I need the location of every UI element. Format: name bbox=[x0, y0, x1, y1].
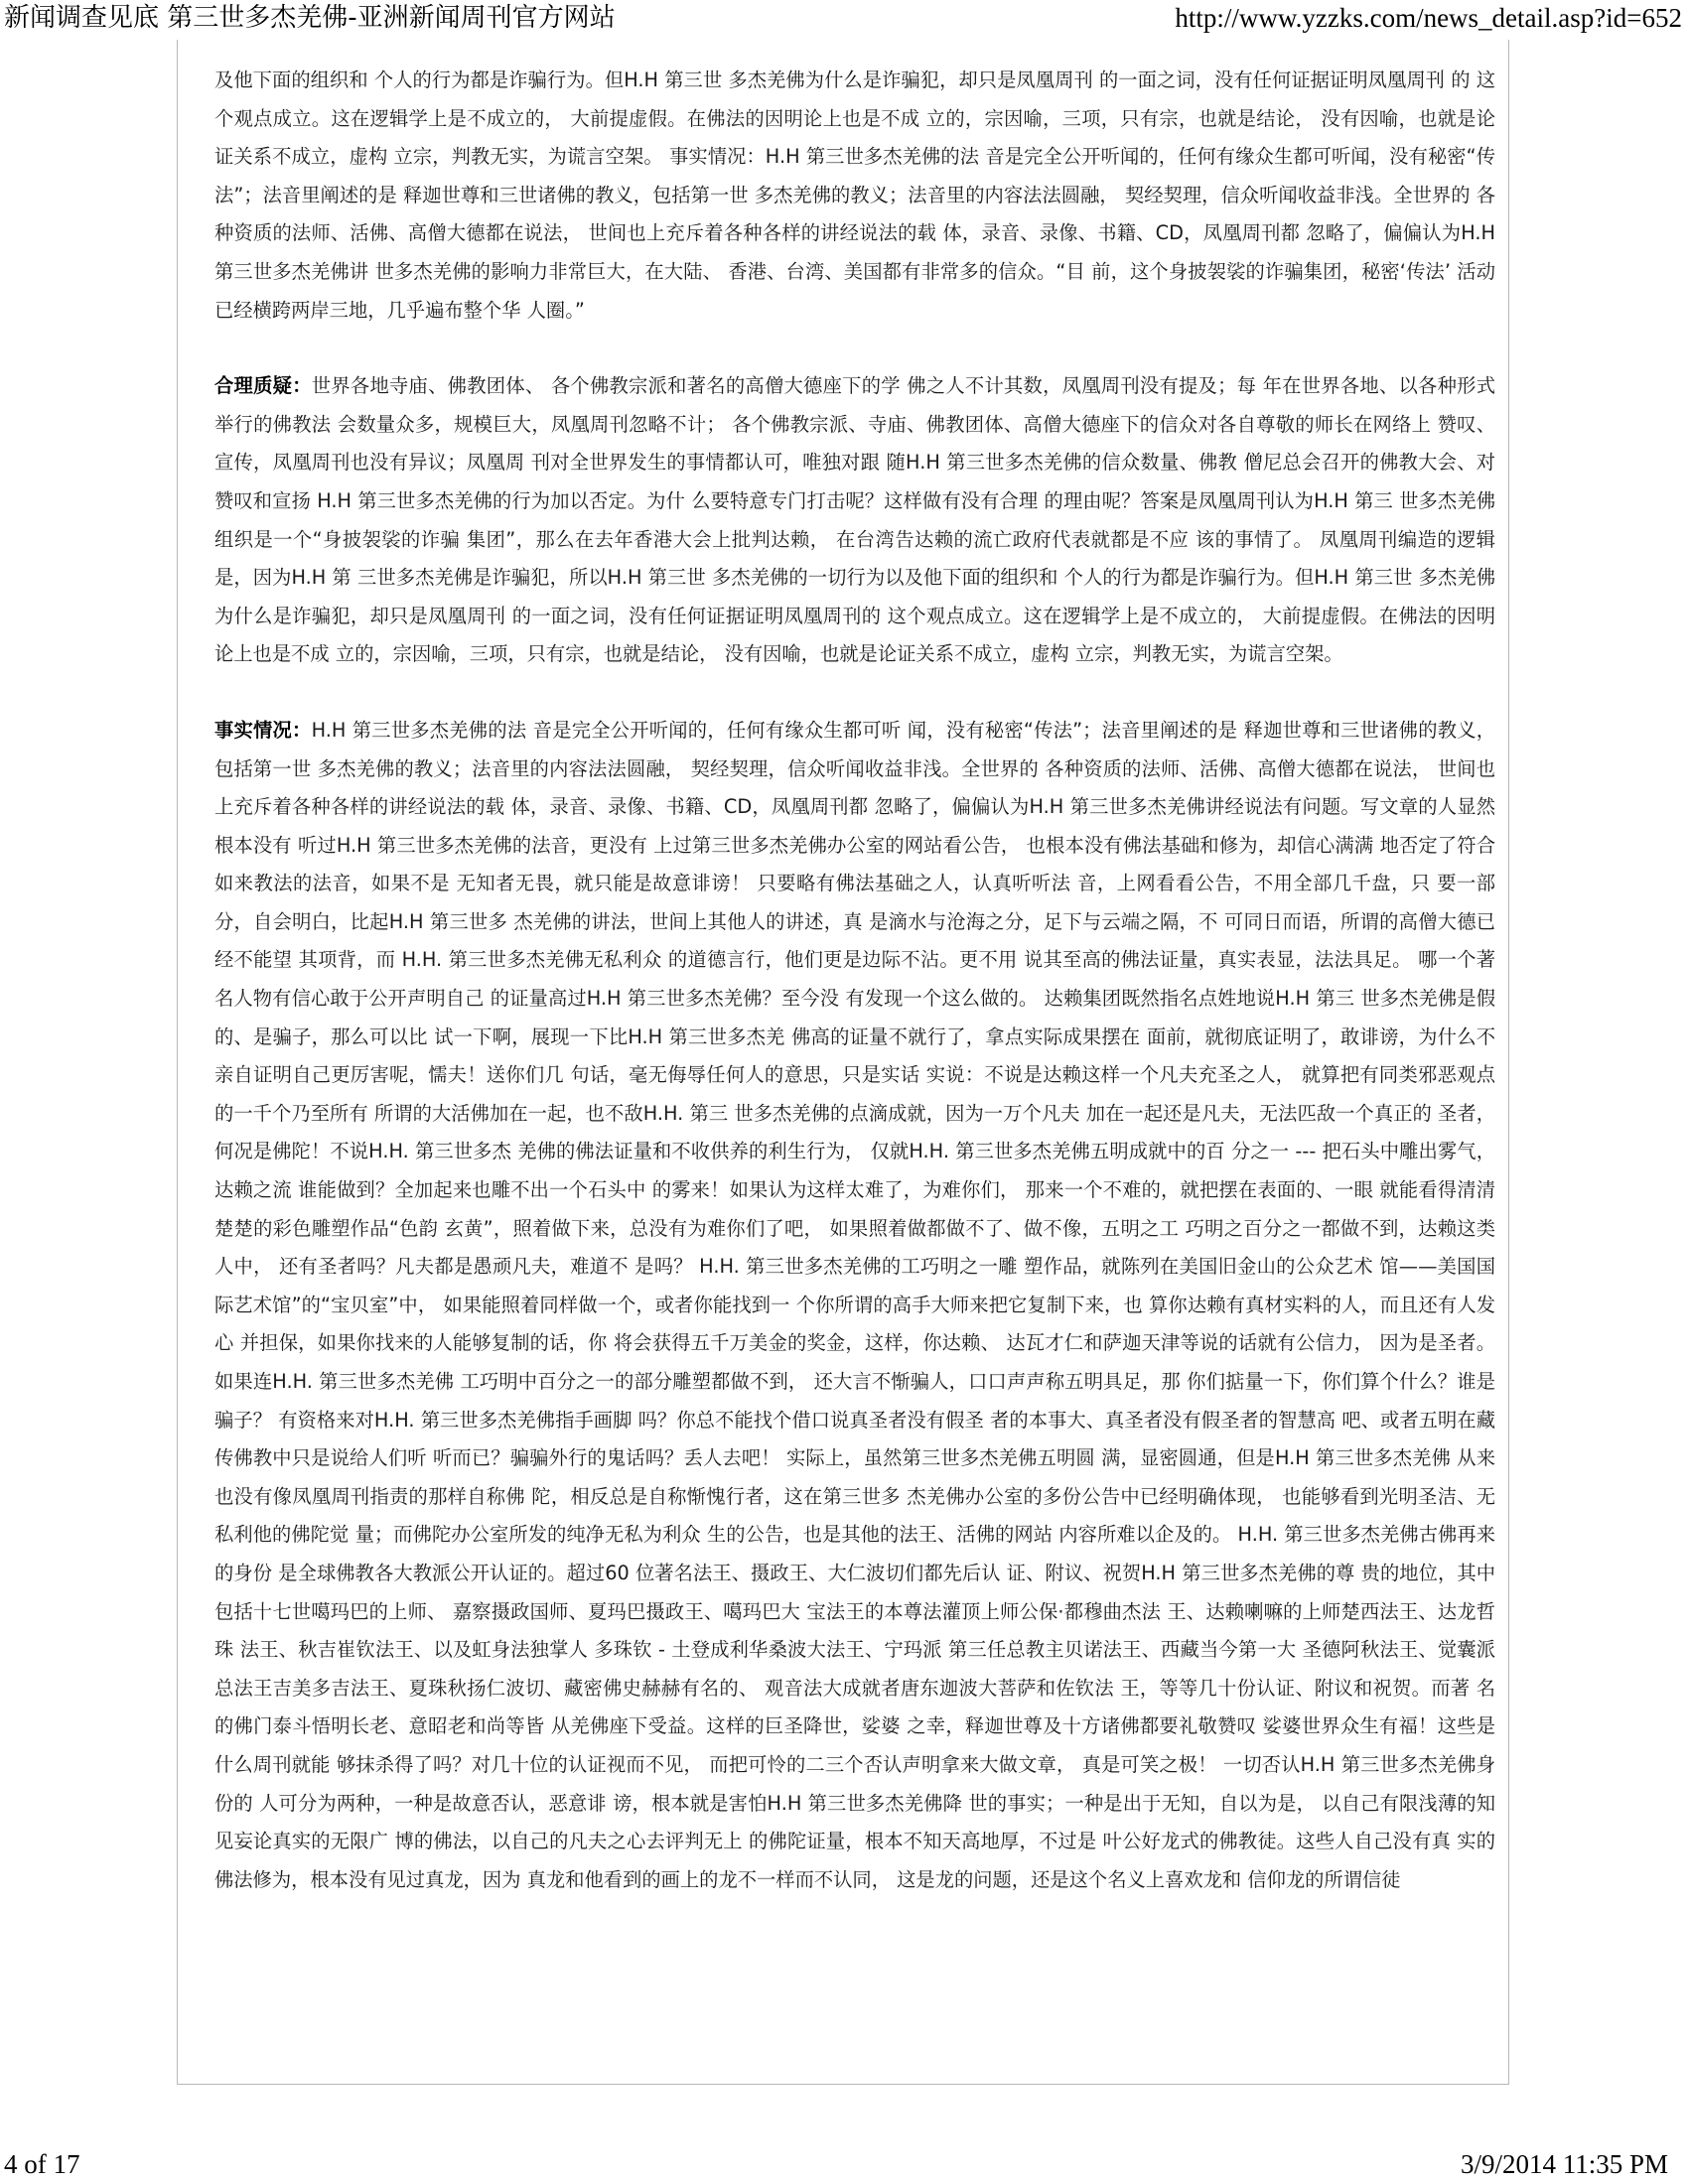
article-body bbox=[214, 62, 1495, 1937]
page-url: http://www.yzzks.com/news_detail.asp?id=652 bbox=[1175, 3, 1682, 33]
paragraph-text: 及他下面的组织和 个人的行为都是诈骗行为。但H.H 第三世 多杰羌佛为什么是诈骗犯，却只是凤凰周刊 的一面之词，没有任何证据证明凤凰周刊 的 这个观点成立。这在逻辑学上是不成立的， 大前提虚假。在佛法的因明论上也是不成 立的，宗因喻，三项，只有宗，也就是结论， 没有因喻，也就是论证关系不成立，虚构 立宗，判教无实，为谎言空架。 事实情况：H.H 第三世多杰羌佛的法 音是完全公开听闻的，任何有缘众生都可听闻，没有秘密“传法”；法音里阐述的是 释迦世尊和三世诸佛的教义，包括第一世 多杰羌佛的教义；法音里的内容法法圆融， 契经契理，信众听闻收益非浅。全世界的 各种资质的法师、活佛、高僧大德都在说法， 世间也上充斥着各种各样的讲经说法的载 体，录音、录像、书籍、CD，凤凰周刊都 忽略了，偏偏认为H.H 第三世多杰羌佛讲 世多杰羌佛的影响力非常巨大，在大陆、 香港、台湾、美国都有非常多的信众。“目 前，这个身披袈裟的诈骗集团，秘密‘传法’ 活动已经横跨两岸三地，几乎遍布整个华 人圈。” bbox=[214, 68, 1495, 322]
article-paragraph bbox=[214, 712, 1495, 1899]
page-number: 4 of 17 bbox=[4, 2149, 80, 2179]
print-footer bbox=[0, 2144, 1688, 2184]
paragraph-lead: 合理质疑： bbox=[214, 374, 312, 398]
article-frame bbox=[177, 40, 1509, 2085]
article-paragraph bbox=[214, 62, 1495, 330]
paragraph-text: 世界各地寺庙、佛教团体、 各个佛教宗派和著名的高僧大德座下的学 佛之人不计其数，凤凰周刊没有提及；每 年在世界各地、以各种形式举行的佛教法 会数量众多，规模巨大，凤凰周刊忽略不计； 各个佛教宗派、寺庙、佛教团体、高僧大德座下的信众对各自尊敬的师长在网络上 赞叹、宣传，凤凰周刊也没有异议；凤凰周 刊对全世界发生的事情都认可，唯独对跟 随H.H 第三世多杰羌佛的信众数量、佛教 僧尼总会召开的佛教大会、对赞叹和宣扬 H.H 第三世多杰羌佛的行为加以否定。为什 么要特意专门打击呢？这样做有没有合理 的理由呢？答案是凤凰周刊认为H.H 第三 世多杰羌佛组织是一个“身披袈裟的诈骗 集团”，那么在去年香港大会上批判达赖， 在台湾告达赖的流亡政府代表就都是不应 该的事情了。 凤凰周刊编造的逻辑是，因为H.H 第 三世多杰羌佛是诈骗犯，所以H.H 第三世 多杰羌佛的一切行为以及他下面的组织和 个人的行为都是诈骗行为。但H.H 第三世 多杰羌佛为什么是诈骗犯，却只是凤凰周刊 的一面之词，没有任何证据证明凤凰周刊的 这个观点成立。这在逻辑学上是不成立的， 大前提虚假。在佛法的因明论上也是不成 立的，宗因喻，三项，只有宗，也就是结论， 没有因喻，也就是论证关系不成立，虚构 立宗，判教无实，为谎言空架。 bbox=[214, 374, 1495, 666]
article-paragraph bbox=[214, 367, 1495, 674]
print-header bbox=[0, 0, 1688, 40]
page-title: 新闻调查见底 第三世多杰羌佛-亚洲新闻周刊官方网站 bbox=[4, 3, 616, 33]
paragraph-text: H.H 第三世多杰羌佛的法 音是完全公开听闻的，任何有缘众生都可听 闻，没有秘密“传法”；法音里阐述的是 释迦世尊和三世诸佛的教义，包括第一世 多杰羌佛的教义；法音里的内容法法圆融， 契经契理，信众听闻收益非浅。全世界的 各种资质的法师、活佛、高僧大德都在说法， 世间也上充斥着各种各样的讲经说法的载 体，录音、录像、书籍、CD，凤凰周刊都 忽略了，偏偏认为H.H 第三世多杰羌佛讲经说法有问题。写文章的人显然根本没有 听过H.H 第三世多杰羌佛的法音，更没有 上过第三世多杰羌佛办公室的网站看公告， 也根本没有佛法基础和修为，却信心满满 地否定了符合如来教法的法音，如果不是 无知者无畏，就只能是故意诽谤！ 只要略有佛法基础之人，认真听听法 音，上网看看公告，不用全部几千盘，只 要一部分，自会明白，比起H.H 第三世多 杰羌佛的讲法，世间上其他人的讲述，真 是滴水与沧海之分，足下与云端之隔，不 可同日而语，所谓的高僧大德已经不能望 其项背，而 H.H. 第三世多杰羌佛无私利众 的道德言行，他们更是边际不沾。更不用 说其至高的佛法证量，真实表显，法法具足。 哪一个著名人物有信心敢于公开声明自己 的证量高过H.H 第三世多杰羌佛？至今没 有发现一个这么做的。 达赖集团既然指名点姓地说H.H 第三 世多杰羌佛是假的、是骗子，那么可以比 试一下啊，展现一下比H.H 第三世多杰羌 佛高的证量不就行了，拿点实际成果摆在 面前，就彻底证明了，敢诽谤，为什么不 亲自证明自己更厉害呢，懦夫！送你们几 句话，毫无侮辱任何人的意思，只是实话 实说：不说是达赖这样一个凡夫充圣之人， 就算把有同类邪恶观点的一千个乃至所有 所谓的大活佛加在一起，也不敌H.H. 第三 世多杰羌佛的点滴成就，因为一万个凡夫 加在一起还是凡夫，无法匹敌一个真正的 圣者，何况是佛陀！不说H.H. 第三世多杰 羌佛的佛法证量和不收供养的利生行为， 仅就H.H. 第三世多杰羌佛五明成就中的百 分之一 --- 把石头中雕出雾气，达赖之流 谁能做到？全加起来也雕不出一个石头中 的雾来！如果认为这样太难了，为难你们， 那来一个不难的，就把摆在表面的、一眼 就能看得清清楚楚的彩色雕塑作品“色韵 玄黄”，照着做下来，总没有为难你们了吧， 如果照着做都做不了、做不像，五明之工 巧明之百分之一都做不到，达赖这类人中， 还有圣者吗？凡夫都是愚顽凡夫，难道不 是吗？ H.H. 第三世多杰羌佛的工巧明之一雕 塑作品，就陈列在美国旧金山的公众艺术 馆——美国国际艺术馆”的“宝贝室”中， 如果能照着同样做一个，或者你能找到一 个你所谓的高手大师来把它复制下来，也 算你达赖有真材实料的人，而且还有人发心 并担保，如果你找来的人能够复制的话，你 将会获得五千万美金的奖金，这样，你达赖、 达瓦才仁和萨迦天津等说的话就有公信力， 因为是圣者。如果连H.H. 第三世多杰羌佛 工巧明中百分之一的部分雕塑都做不到， 还大言不惭骗人，口口声声称五明具足，那 你们掂量一下，你们算个什么？谁是骗子？ 有资格来对H.H. 第三世多杰羌佛指手画脚 吗？你总不能找个借口说真圣者没有假圣 者的本事大、真圣者没有假圣者的智慧高 吧、或者五明在藏传佛教中只是说给人们听 听而已？骗骗外行的鬼话吗？丢人去吧！ 实际上，虽然第三世多杰羌佛五明圆 满，显密圆通，但是H.H 第三世多杰羌佛 从来也没有像凤凰周刊指责的那样自称佛 陀，相反总是自称惭愧行者，这在第三世多 杰羌佛办公室的多份公告中已经明确体现， 也能够看到光明圣洁、无私利他的佛陀觉 量；而佛陀办公室所发的纯净无私为利众 生的公告，也是其他的法王、活佛的网站 内容所难以企及的。 H.H. 第三世多杰羌佛古佛再来的身份 是全球佛教各大教派公开认证的。超过60 位著名法王、摄政王、大仁波切们都先后认 证、附议、祝贺H.H 第三世多杰羌佛的尊 贵的地位，其中包括十七世噶玛巴的上师、 嘉察摄政国师、夏玛巴摄政王、噶玛巴大 宝法王的本尊法灌顶上师公保·都穆曲杰法 王、达赖喇嘛的上师楚西法王、达龙哲珠 法王、秋吉崔钦法王、以及虹身法独掌人 多珠钦 - 土登成利华桑波大法王、宁玛派 第三任总教主贝诺法王、西藏当今第一大 圣德阿秋法王、觉囊派总法王吉美多吉法王、夏珠秋扬仁波切、藏密佛史赫赫有名的、 观音法大成就者唐东迦波大菩萨和佐钦法 王，等等几十份认证、附议和祝贺。而著 名的佛门泰斗悟明长老、意昭老和尚等皆 从羌佛座下受益。这样的巨圣降世，娑婆 之幸，释迦世尊及十方诸佛都要礼敬赞叹 娑婆世界众生有福！这些是什么周刊就能 够抹杀得了吗？对几十位的认证视而不见， 而把可怜的二三个否认声明拿来大做文章， 真是可笑之极！ 一切否认H.H 第三世多杰羌佛身份的 人可分为两种，一种是故意否认，恶意诽 谤，根本就是害怕H.H 第三世多杰羌佛降 世的事实；一种是出于无知，自以为是， 以自己有限浅薄的知见妄论真实的无限广 博的佛法，以自己的凡夫之心去评判无上 的佛陀证量，根本不知天高地厚，不过是 叶公好龙式的佛教徒。这些人自己没有真 实的佛法修为，根本没有见过真龙，因为 真龙和他看到的画上的龙不一样而不认同， 这是龙的问题，还是这个名义上喜欢龙和 信仰龙的所谓信徒 bbox=[214, 718, 1496, 1891]
print-datetime: 3/9/2014 11:35 PM bbox=[1460, 2149, 1668, 2179]
paragraph-lead: 事实情况： bbox=[214, 718, 312, 742]
